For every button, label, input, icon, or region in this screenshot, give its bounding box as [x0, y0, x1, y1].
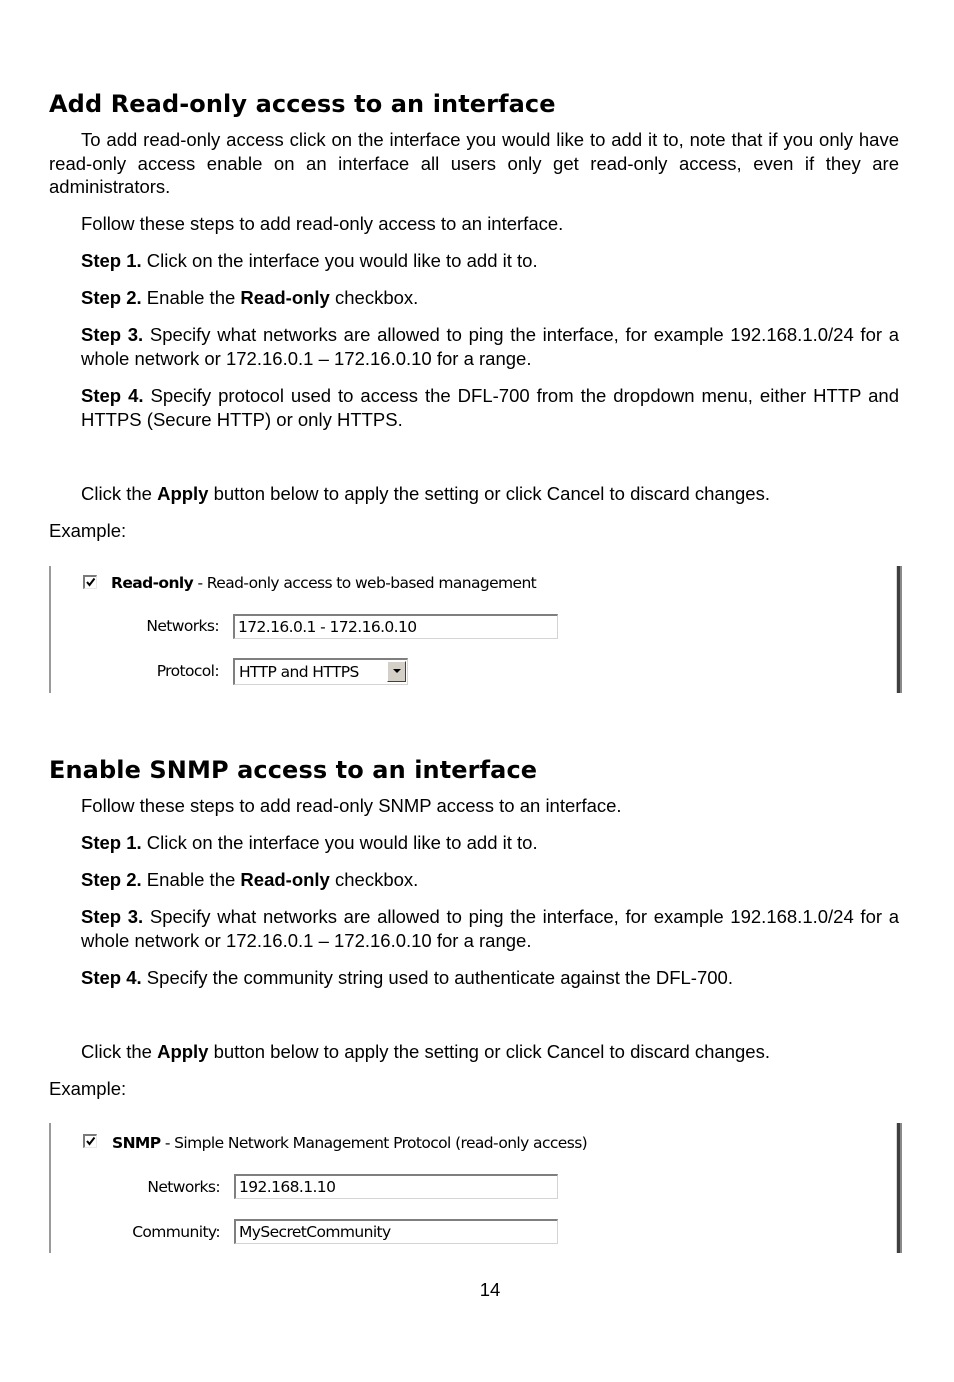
snmp-follow-steps-text: Follow these steps to add read-only SNMP access to an interface.	[81, 795, 622, 816]
section-heading-read-only: Add Read-only access to an interface	[49, 90, 556, 118]
community-label: Community:	[132, 1223, 220, 1241]
section-heading-snmp: Enable SNMP access to an interface	[49, 756, 538, 784]
snmp-example-label: Example:	[49, 1078, 127, 1099]
intro-paragraph: To add read-only access click on the interface you would like to add it to, note that if you only have read-only access enable on an interface all users only get read-only access, even if they are administrators.	[49, 129, 899, 197]
panel-scrollbar	[896, 1123, 902, 1253]
read-only-checkbox-label: Read-only - Read-only access to web-based management	[111, 574, 537, 592]
protocol-select[interactable]	[233, 658, 408, 685]
snmp-step-4: Step 4. Specify the community string used to authenticate against the DFL-700.	[81, 967, 733, 988]
snmp-networks-input[interactable]: 192.168.1.10	[234, 1174, 558, 1199]
step-3: Step 3. Specify what networks are allowed to ping the interface, for example 192.168.1.0/24 for a whole network or 172.16.0.1 – 172.16.0.10 for a range.	[81, 324, 899, 369]
protocol-label: Protocol:	[156, 662, 219, 680]
step-1: Step 1. Click on the interface you would like to add it to.	[81, 250, 538, 271]
step-2: Step 2. Enable the Read-only checkbox.	[81, 287, 419, 308]
protocol-selected-value: HTTP and HTTPS	[239, 663, 359, 681]
chevron-down-icon	[393, 669, 401, 674]
page-number: 14	[479, 1279, 501, 1300]
community-input[interactable]: MySecretCommunity	[234, 1219, 558, 1244]
networks-label: Networks:	[146, 617, 219, 635]
read-only-checkbox[interactable]	[83, 575, 97, 589]
follow-steps-text: Follow these steps to add read-only access to an interface.	[81, 213, 564, 234]
dropdown-button[interactable]	[387, 661, 406, 682]
snmp-step-3: Step 3. Specify what networks are allowed to ping the interface, for example 192.168.1.0/24 for a whole network or 172.16.0.1 – 172.16.0.10 for a range.	[81, 906, 899, 951]
example-label: Example:	[49, 520, 127, 541]
snmp-step-1: Step 1. Click on the interface you would like to add it to.	[81, 832, 538, 853]
apply-instruction: Click the Apply button below to apply the setting or click Cancel to discard changes.	[81, 483, 770, 504]
snmp-checkbox-label: SNMP - Simple Network Management Protocol (read-only access)	[112, 1134, 588, 1152]
checkmark-icon	[85, 1136, 97, 1148]
snmp-step-2: Step 2. Enable the Read-only checkbox.	[81, 869, 419, 890]
checkmark-icon	[85, 577, 97, 589]
read-only-example-panel	[49, 566, 902, 693]
snmp-checkbox[interactable]	[83, 1134, 97, 1148]
networks-input[interactable]: 172.16.0.1 - 172.16.0.10	[233, 614, 558, 639]
snmp-example-panel	[49, 1123, 902, 1253]
step-4: Step 4. Specify protocol used to access the DFL-700 from the dropdown menu, either HTTP and HTTPS (Secure HTTP) or only HTTPS.	[81, 385, 899, 430]
panel-scrollbar	[896, 566, 902, 693]
snmp-networks-label: Networks:	[147, 1178, 220, 1196]
snmp-apply-instruction: Click the Apply button below to apply the setting or click Cancel to discard changes.	[81, 1041, 770, 1062]
